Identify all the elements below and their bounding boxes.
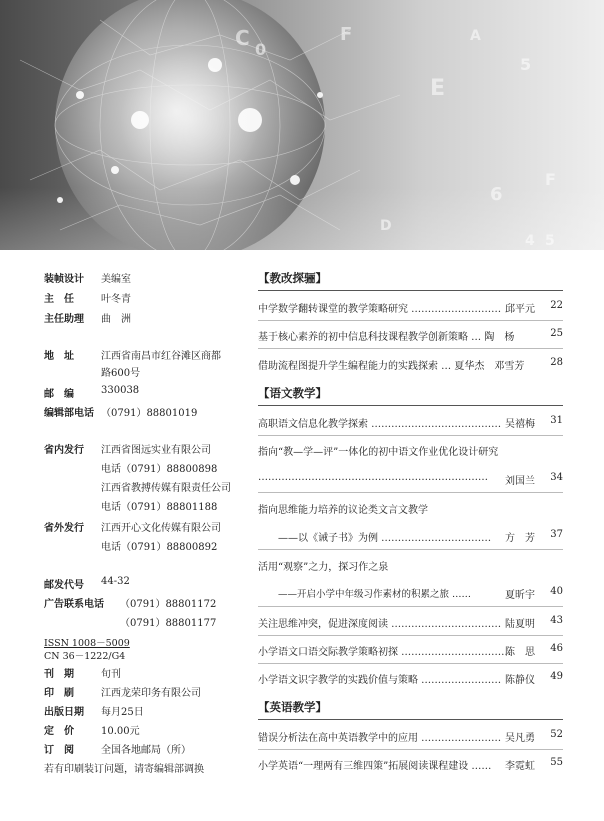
toc-entry-page: 52 [550, 729, 563, 740]
toc-entry-title: 小学语文识字教学的实践价值与策略 …………………… [258, 675, 502, 686]
director-assistant-value: 曲 洲 [101, 314, 131, 325]
toc-entry-page: 43 [550, 615, 563, 626]
postcode-label: 邮 编 [44, 389, 74, 400]
issn: ISSN 1008－5009 [44, 638, 130, 649]
toc-entry-title: 指向“教—学—评”一体化的初中语文作业优化设计研究 [258, 447, 499, 458]
toc-entry-page: 31 [550, 415, 563, 426]
postal-code-label: 邮发代号 [44, 580, 84, 591]
toc-entry-title: 高职语文信息化教学探索 ………………………………… [258, 419, 502, 430]
address-label: 地 址 [44, 351, 74, 362]
toc-entry-title: 小学英语“一理两有三维四策”拓展阅读课程建设 …… [258, 761, 492, 772]
toc-entry-author: 吴禧梅 [505, 419, 535, 430]
toc-entry-title: 小学语文口语交际教学策略初探 …………………………… [258, 647, 512, 658]
ad-phone-value: （0791）88801172 [120, 599, 217, 610]
separator [258, 348, 563, 349]
toc-entry-page: 22 [550, 300, 563, 311]
subscribe-label: 订 阅 [44, 745, 74, 756]
period-value: 旬刊 [101, 669, 121, 680]
domestic-distribution-line: 江西省教搏传媒有限责任公司 [101, 483, 231, 494]
toc-entry-page: 49 [550, 671, 563, 682]
toc-entry-subtitle: ——开启小学中年级习作素材的积累之旅 …… [278, 589, 472, 600]
price-label: 定 价 [44, 726, 74, 737]
section-rule [258, 290, 563, 291]
separator [258, 492, 563, 493]
toc-entry-leader: …………………………………………………………… [258, 472, 488, 483]
toc-entry-author: 刘国兰 [505, 476, 535, 487]
external-distribution-line: 江西开心文化传媒有限公司 [101, 523, 221, 534]
subscribe-value: 全国各地邮局（所） [101, 745, 191, 756]
domestic-distribution-line: 电话（0791）88800898 [101, 464, 218, 475]
editorial-phone-value: （0791）88801019 [101, 408, 198, 419]
address-line1: 江西省南昌市红谷滩区商都 [101, 351, 221, 362]
external-distribution-line: 电话（0791）88800892 [101, 542, 218, 553]
printer-value: 江西龙荣印务有限公司 [101, 688, 201, 699]
separator [258, 549, 563, 550]
director-label: 主 任 [44, 294, 74, 305]
toc-entry-author: 陈静仪 [505, 675, 535, 686]
separator [258, 606, 563, 607]
hero-image [0, 0, 604, 250]
postcode-value: 330038 [101, 385, 140, 396]
printer-label: 印 刷 [44, 688, 74, 699]
toc-entry-page: 28 [550, 357, 563, 368]
section-rule [258, 719, 563, 720]
section-title: 【英语教学】 [258, 700, 327, 714]
address-line2: 路600号 [101, 368, 141, 379]
toc-entry-author: 陆夏明 [505, 619, 535, 630]
toc-entry-author: 陈 思 [505, 647, 535, 658]
director-assistant-label: 主任助理 [44, 314, 84, 325]
binding-design-value: 美编室 [101, 274, 131, 285]
ad-phone-label: 广告联系电话 [44, 599, 104, 610]
separator [258, 435, 563, 436]
notice: 若有印刷装订问题，请寄编辑部调换 [44, 764, 204, 775]
toc-entry-author: 吴凡勇 [505, 733, 535, 744]
toc-entry-page: 40 [550, 586, 563, 597]
toc-entry-author: 夏昕宇 [505, 590, 535, 601]
toc-entry-page: 37 [550, 529, 563, 540]
toc-entry-title: 借助流程图提升学生编程能力的实践探索 … 夏华杰 邓雪芳 [258, 361, 525, 372]
section-rule [258, 405, 563, 406]
toc-entry-author: 邱平元 [505, 304, 535, 315]
toc-entry-author: 方 芳 [505, 533, 535, 544]
toc-entry-title: 错误分析法在高中英语教学中的应用 …………………… [258, 733, 502, 744]
director-value: 叶冬青 [101, 294, 131, 305]
toc-entry-title: 中学数学翻转课堂的教学策略研究 ……………………… [258, 304, 502, 315]
editorial-phone-label: 编辑部电话 [44, 408, 94, 419]
domestic-distribution-label: 省内发行 [44, 445, 84, 456]
external-distribution-label: 省外发行 [44, 523, 84, 534]
separator [258, 635, 563, 636]
toc-entry-page: 34 [550, 472, 563, 483]
period-label: 刊 期 [44, 669, 74, 680]
separator [258, 749, 563, 750]
separator [258, 320, 563, 321]
toc-entry-title: 关注思维冲突，促进深度阅读 …………………………… [258, 619, 502, 630]
pub-date-value: 每月25日 [101, 707, 144, 718]
domestic-distribution-line: 江西省图远实业有限公司 [101, 445, 211, 456]
cn-number: CN 36－1222/G4 [44, 651, 126, 662]
price-value: 10.00元 [101, 726, 140, 737]
section-title: 【语文教学】 [258, 386, 327, 400]
postal-code-value: 44-32 [101, 576, 130, 587]
toc-entry-page: 46 [550, 643, 563, 654]
ad-phone-value: （0791）88801177 [120, 618, 217, 629]
toc-entry-author: 李霓虹 [505, 761, 535, 772]
toc-entry-subtitle: ——以《诫子书》为例 …………………………… [278, 533, 492, 544]
toc-entry-page: 25 [550, 328, 563, 339]
toc-entry-title: 活用“观察”之力，探习作之泉 [258, 562, 389, 573]
binding-design-label: 装帧设计 [44, 274, 84, 285]
section-title: 【教改探骊】 [258, 271, 327, 285]
separator [258, 663, 563, 664]
toc-entry-title: 指向思维能力培养的议论类文言文教学 [258, 505, 428, 516]
pub-date-label: 出版日期 [44, 707, 84, 718]
toc-entry-title: 基于核心素养的初中信息科技课程教学创新策略 … 陶 杨 [258, 332, 515, 343]
domestic-distribution-line: 电话（0791）88801188 [101, 502, 218, 513]
toc-entry-page: 55 [550, 757, 563, 768]
